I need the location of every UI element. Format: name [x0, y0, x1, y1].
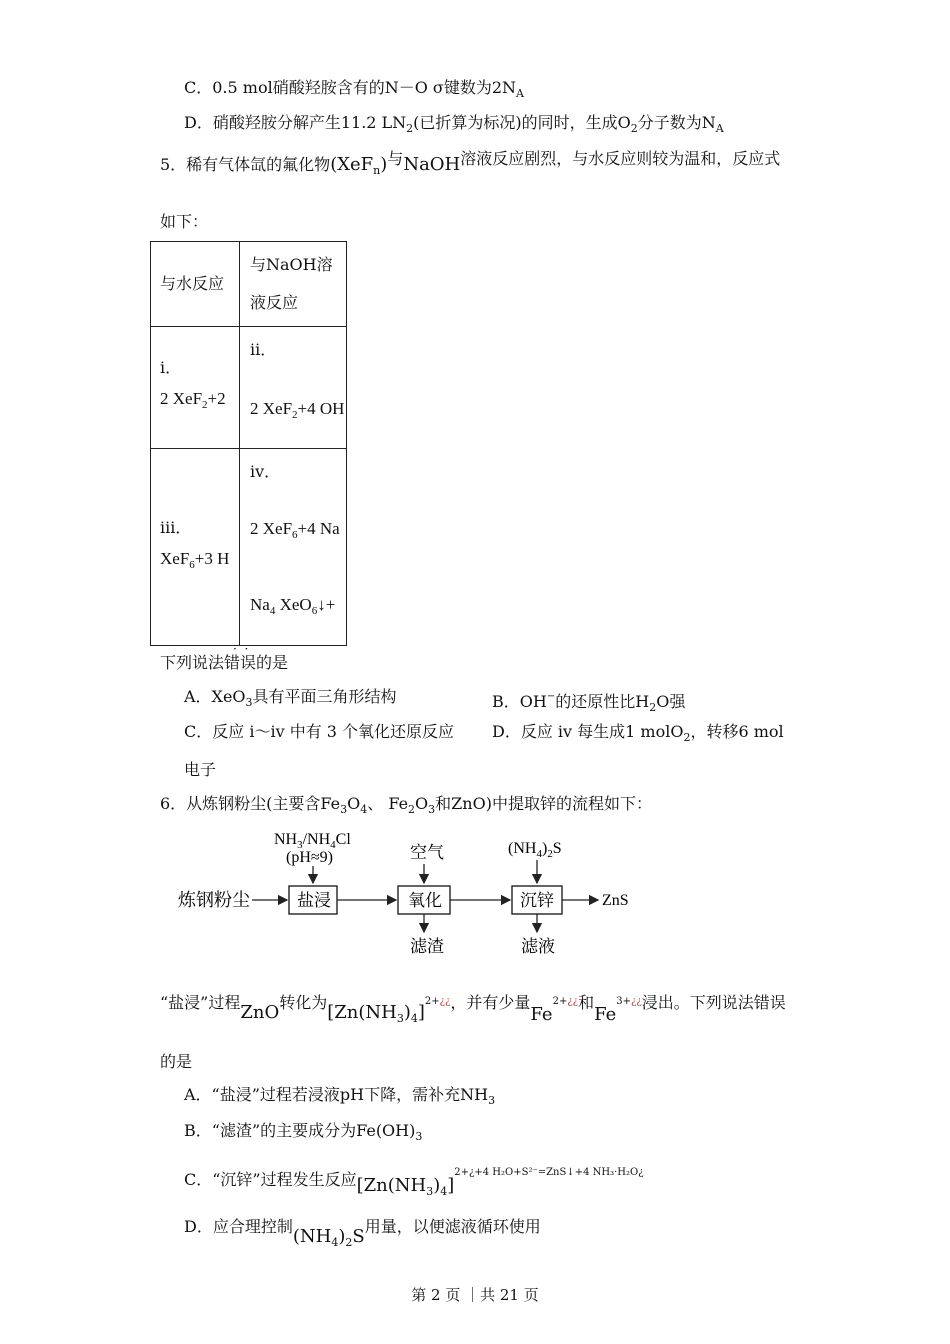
step-zinc-precipitation: 沉锌	[520, 891, 554, 910]
q5-question: 下列说法错误的是	[160, 653, 289, 672]
waste-filtrate: 滤液	[521, 937, 555, 956]
table-dots: · ·	[233, 642, 249, 656]
flow-input-label: 炼钢粉尘	[178, 890, 250, 910]
reagent-3: $(NH_4)_2S$	[508, 840, 562, 860]
table-header-water: 与水反应	[160, 274, 225, 293]
q6-option-b: B．“滤渣”的主要成分为$Fe(OH)_3$	[184, 1121, 423, 1143]
table-cell-reaction-iv: iv． 2 XeF$_6$+4 Na $Na_4$ XeO$_6$↓+	[250, 462, 340, 617]
step-salt-leach: 盐浸	[297, 891, 331, 910]
q6-stem: 6．从炼钢粉尘(主要含$Fe_3O_4$、 $Fe_2O_3$和ZnO)中提取锌的流程如下：	[160, 794, 652, 816]
q5-option-d: D．反应 iv 每生成1 molO$_2$，转移6 mol	[492, 722, 784, 744]
process-flow-diagram	[170, 826, 650, 966]
table-header-naoh: 与NaOH溶 液反应	[250, 255, 333, 312]
table-cell-reaction-i: i． 2 XeF$_2$+2	[160, 358, 226, 411]
table-cell-reaction-ii: ii． 2 XeF$_2$+4 OH	[250, 340, 345, 421]
q5-option-b: B．OH−的还原性比$H_2O$强	[492, 691, 686, 714]
flow-product: ZnS	[602, 892, 629, 909]
q5-option-d-cont: 电子	[184, 760, 217, 779]
q6-description: “盐浸”过程ZnO转化为$[Zn(NH_3)_4]^{2+¿¿}$，并有少量$Fe^{2+¿¿}$和$Fe^{3+¿¿}$浸出。下列说法错误	[160, 993, 786, 1025]
q6-option-a: A．“盐浸”过程若浸液pH下降，需补充$NH_3$	[184, 1085, 496, 1107]
q5-option-a: A．XeO$_3$具有平面三角形结构	[184, 687, 397, 709]
q4-option-c: C．0.5 mol硝酸羟胺含有的N－O σ键数为$2N_A$	[184, 78, 524, 100]
step-oxidation: 氧化	[408, 891, 442, 910]
waste-residue: 滤渣	[410, 937, 444, 956]
q5-stem: 5．稀有气体氙的氟化物(XeF$_n$)与NaOH溶液反应剧烈，与水反应则较为温和，反应式	[160, 149, 781, 177]
q4-option-d: D．硝酸羟胺分解产生11.2 $LN_2$(已折算为标况)的同时，生成$O_2$分子数为$N_A$	[184, 113, 724, 135]
reaction-table	[150, 241, 347, 646]
page-footer: 第 2 页 ｜共 21 页	[411, 1286, 539, 1304]
q6-option-d: D．应合理控制$(NH_4)_2S$用量，以便滤液循环使用	[184, 1217, 541, 1249]
q5-option-c: C．反应 i～iv 中有 3 个氧化还原反应	[184, 722, 455, 741]
q6-description-cont: 的是	[160, 1052, 193, 1071]
table-cell-reaction-iii: iii． XeF$_6$+3 H	[160, 518, 230, 571]
reagent-1: $NH_3/NH_4Cl$	[274, 831, 351, 851]
reagent-2: 空气	[410, 843, 444, 862]
q5-stem-cont: 如下：	[160, 212, 209, 231]
q6-option-c: C．“沉锌”过程发生反应$[Zn(NH_3)_4]^{2+¿+4 H_2O+S^{2-}=ZnS↓+4 NH_3\cdot H_2O¿}$	[184, 1167, 644, 1198]
reagent-1-ph: (pH≈9)	[286, 849, 333, 866]
